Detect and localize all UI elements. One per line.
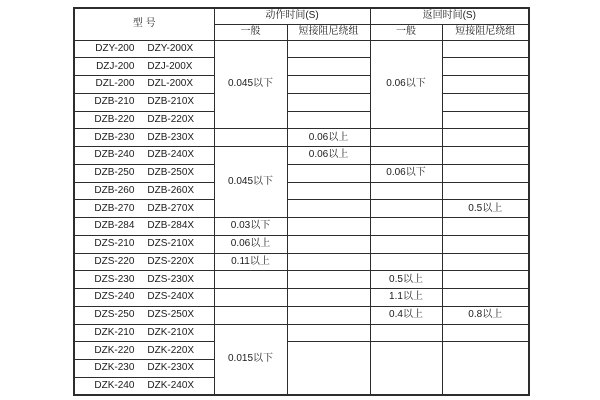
model-name-x: DZK-240X [147, 379, 195, 391]
action-damping-cell [287, 40, 370, 58]
model-cell [74, 200, 214, 218]
action-damping-cell [287, 58, 370, 76]
action-damping-cell [287, 182, 370, 200]
action-damping-cell [287, 235, 370, 253]
action-damping-cell [287, 93, 370, 111]
table-row [74, 271, 529, 289]
model-name: DZJ-200 [96, 60, 135, 72]
model-name: DZK-230 [94, 362, 135, 374]
table-row [74, 182, 529, 200]
table-row [74, 324, 529, 342]
model-cell [74, 342, 214, 360]
action-damping-cell [287, 164, 370, 182]
action-general-cell: 0.045以下 [214, 147, 287, 218]
model-cell [74, 306, 214, 324]
model-name-x: DZB-220X [147, 113, 195, 125]
action-damping-cell [287, 306, 370, 324]
model-cell [74, 147, 214, 165]
return-damping-cell [442, 253, 529, 271]
model-name: DZB-240 [94, 149, 135, 161]
model-cell [74, 360, 214, 378]
model-name-x: DZB-230X [147, 131, 195, 143]
action-general-cell: 0.11以上 [214, 253, 287, 271]
table-row [74, 200, 529, 218]
model-name-x: DZS-230X [147, 273, 195, 285]
model-name-x: DZB-284X [147, 220, 195, 232]
model-cell [74, 129, 214, 147]
table-row [74, 306, 529, 324]
return-general-cell [370, 235, 442, 253]
action-damping-cell [287, 200, 370, 218]
relay-spec-table [73, 7, 530, 396]
action-damping-cell [287, 342, 370, 395]
action-damping-cell [287, 253, 370, 271]
action-damping-subheader: 短接阻尼绕组 [287, 24, 370, 40]
model-cell [74, 235, 214, 253]
action-damping-cell: 0.06以上 [287, 147, 370, 165]
return-damping-cell [442, 235, 529, 253]
return-damping-cell [442, 58, 529, 76]
table-row [74, 164, 529, 182]
return-damping-cell [442, 271, 529, 289]
model-name: DZS-240 [94, 291, 135, 303]
model-cell [74, 164, 214, 182]
return-damping-subheader: 短接阻尼绕组 [442, 24, 529, 40]
table-row [74, 253, 529, 271]
action-damping-cell [287, 324, 370, 342]
model-name: DZK-210 [94, 326, 135, 338]
action-general-subheader: 一般 [214, 24, 287, 40]
return-damping-cell: 0.8以上 [442, 306, 529, 324]
return-general-cell [370, 342, 442, 395]
model-header: 型 号 [74, 8, 214, 40]
return-general-cell: 0.06以下 [370, 164, 442, 182]
action-general-cell: 0.03以下 [214, 218, 287, 236]
model-cell [74, 271, 214, 289]
model-cell [74, 76, 214, 94]
model-cell [74, 253, 214, 271]
return-general-cell: 0.06以下 [370, 40, 442, 129]
return-damping-cell [442, 40, 529, 58]
model-name-x: DZL-200X [147, 78, 193, 90]
model-name-x: DZS-220X [147, 255, 195, 267]
return-general-cell [370, 218, 442, 236]
model-name: DZK-240 [94, 379, 135, 391]
action-general-cell: 0.015以下 [214, 324, 287, 395]
return-general-cell: 0.5以上 [370, 271, 442, 289]
return-damping-cell [442, 129, 529, 147]
return-general-cell [370, 324, 442, 342]
return-damping-cell [442, 182, 529, 200]
model-name-x: DZK-210X [147, 326, 195, 338]
model-name: DZB-220 [94, 113, 135, 125]
return-general-cell: 1.1以上 [370, 289, 442, 307]
model-name: DZS-210 [94, 238, 135, 250]
table-row [74, 76, 529, 94]
table-row [74, 111, 529, 129]
model-name-x: DZK-220X [147, 344, 195, 356]
return-time-header: 返回时间(S) [370, 8, 529, 24]
model-cell [74, 40, 214, 58]
action-general-cell [214, 289, 287, 307]
table-row [74, 289, 529, 307]
table-row [74, 58, 529, 76]
model-name: DZY-200 [95, 42, 135, 54]
model-name: DZL-200 [95, 78, 135, 90]
return-damping-cell [442, 218, 529, 236]
return-general-cell [370, 147, 442, 165]
table-row [74, 129, 529, 147]
return-general-cell: 0.4以上 [370, 306, 442, 324]
model-cell [74, 93, 214, 111]
action-general-cell [214, 271, 287, 289]
model-name: DZS-220 [94, 255, 135, 267]
action-time-header: 动作时间(S) [214, 8, 370, 24]
model-name: DZS-230 [94, 273, 135, 285]
action-damping-cell [287, 271, 370, 289]
table-row [74, 218, 529, 236]
table-row [74, 235, 529, 253]
return-general-cell [370, 129, 442, 147]
return-damping-cell [442, 93, 529, 111]
model-cell [74, 111, 214, 129]
table-row [74, 40, 529, 58]
model-name: DZK-220 [94, 344, 135, 356]
return-damping-cell [442, 324, 529, 342]
model-name-x: DZB-260X [147, 184, 195, 196]
action-damping-cell [287, 218, 370, 236]
action-damping-cell [287, 111, 370, 129]
return-general-cell [370, 182, 442, 200]
return-damping-cell [442, 289, 529, 307]
table-row [74, 147, 529, 165]
return-damping-cell [442, 164, 529, 182]
model-name-x: DZB-240X [147, 149, 195, 161]
model-name: DZB-270 [94, 202, 135, 214]
model-cell [74, 377, 214, 395]
model-cell [74, 324, 214, 342]
return-general-subheader: 一般 [370, 24, 442, 40]
action-general-cell [214, 306, 287, 324]
model-name: DZB-230 [94, 131, 135, 143]
model-name: DZB-210 [94, 96, 135, 108]
return-damping-cell [442, 147, 529, 165]
model-name-x: DZS-250X [147, 309, 195, 321]
model-cell [74, 218, 214, 236]
model-name: DZS-250 [94, 309, 135, 321]
action-general-cell: 0.045以下 [214, 40, 287, 129]
model-name-x: DZB-250X [147, 167, 195, 179]
action-general-cell: 0.06以上 [214, 235, 287, 253]
model-cell [74, 289, 214, 307]
model-cell [74, 58, 214, 76]
return-damping-cell [442, 76, 529, 94]
action-damping-cell: 0.06以上 [287, 129, 370, 147]
model-name-x: DZS-210X [147, 238, 195, 250]
model-name-x: DZK-230X [147, 362, 195, 374]
action-general-cell [214, 129, 287, 147]
model-name: DZB-284 [94, 220, 135, 232]
return-damping-cell [442, 111, 529, 129]
model-cell [74, 182, 214, 200]
return-general-cell [370, 253, 442, 271]
return-general-cell [370, 200, 442, 218]
return-damping-cell: 0.5以上 [442, 200, 529, 218]
table-row [74, 93, 529, 111]
model-name-x: DZS-240X [147, 291, 195, 303]
model-name: DZB-260 [94, 184, 135, 196]
model-name-x: DZB-270X [147, 202, 195, 214]
table-row [74, 342, 529, 360]
action-damping-cell [287, 289, 370, 307]
action-damping-cell [287, 76, 370, 94]
return-damping-cell [442, 342, 529, 395]
model-name-x: DZJ-200X [147, 60, 193, 72]
model-name-x: DZB-210X [147, 96, 195, 108]
model-name: DZB-250 [94, 167, 135, 179]
model-name-x: DZY-200X [147, 42, 194, 54]
